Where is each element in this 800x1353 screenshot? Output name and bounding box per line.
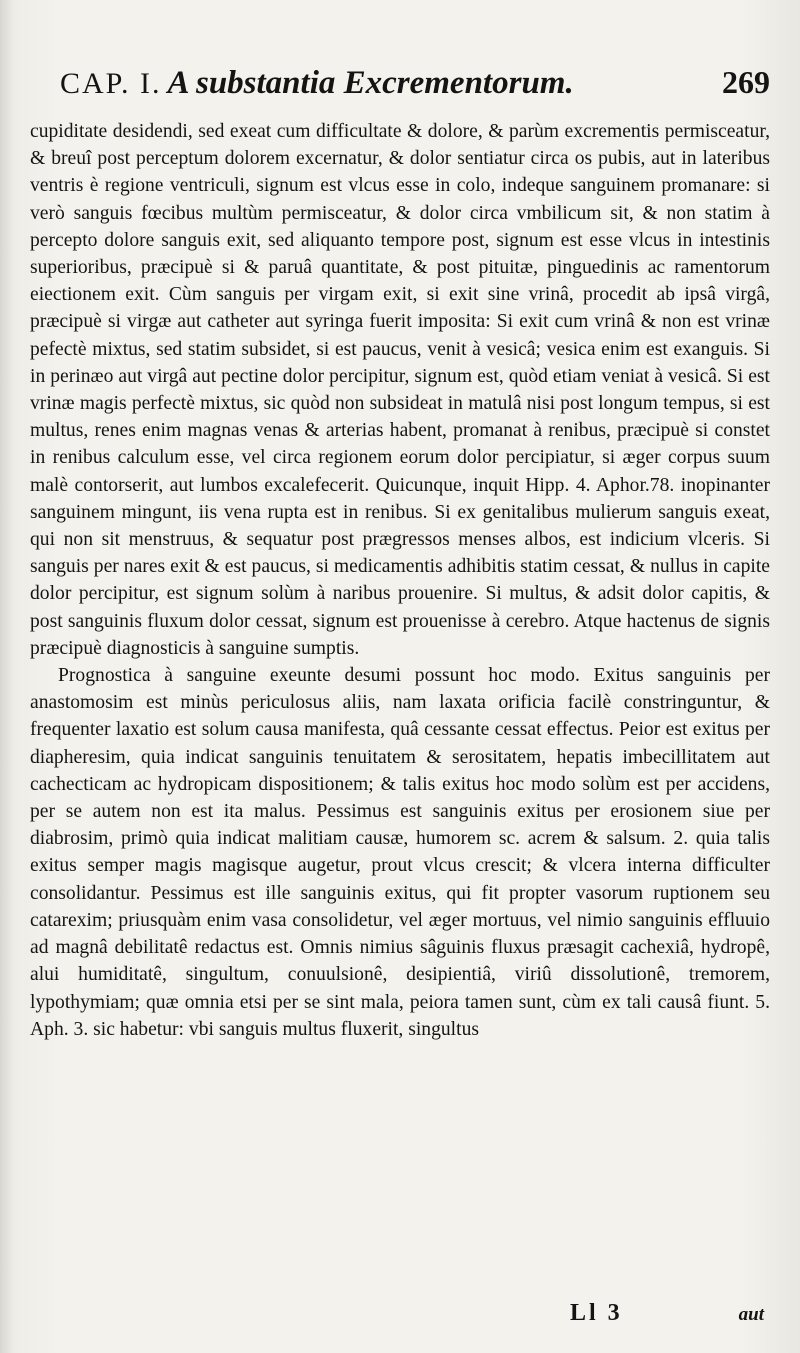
running-title: A substantia Excrementorum. [167,65,574,101]
paragraph-prognostics: Prognostica à sanguine exeunte desumi possunt hoc modo. Exitus sanguinis per anastomosim est minùs periculosus aliis, nam laxata orificia facilè constringuntur, & frequenter laxatio est solum causa manifesta, quâ cessante cessat effectus. Peior est exitus per diapheresim, quia indicat sanguinis tenuitatem & serositatem, hepatis imbecillitatem aut cachecticam ac hydropicam dispositionem; & talis exitus hoc modo solùm est per accidens, per se autem non est ita malus. Pessimus est sanguinis exitus per erosionem siue per diabrosim, primò quia indicat malitiam causæ, humorem sc. acrem & salsum. 2. quia talis exitus semper magis magisque augetur, prout vlcus crescit; & vlcera interna difficulter consolidantur. Pessimus est ille sanguinis exitus, qui fit propter vasorum ruptionem seu catarexim; priusquàm enim vasa consolidetur, vel æger mortuus, vel nimio sanguinis effluuio ad magnâ debilitatê redactus est. Omnis nimius sâguinis fluxus præsagit cachexiâ, hydropê, alui humiditatê, singultum, conuulsionê, desipientiâ, viriû dissolutionê, tremorem, lypothymiam; quæ omnia etsi per se sint mala, peiora tamen sunt, cùm ex tali causâ fiunt. 5. Aph. 3. sic habetur: vbi sanguis multus fluxerit, singultus [30,665,770,1040]
main-text [30,118,770,1043]
page-footer [570,1300,764,1334]
chapter-label: CAP. I. [60,67,162,100]
running-header [60,64,770,114]
signature-mark: Ll 3 [570,1300,623,1326]
page-number: 269 [722,64,770,100]
catchword: aut [738,1304,764,1325]
paragraph-diagnostics: cupiditate desidendi, sed exeat cum difficultate & dolore, & parùm excrementis permisceatur, & breuî post perceptum dolorem excernatur, & dolor sentiatur circa os pubis, aut in lateribus ventris è regione ventriculi, signum est vlcus esse in colo, indeque sanguinem promanare: si verò sanguis fœcibus multùm permisceatur, & dolor circa vmbilicum sit, & non statim à percepto dolore sanguis exit, sed aliquanto tempore post, signum est esse vlcus in intestinis superioribus, præcipuè si & paruâ quantitate, & post pituitæ, pinguedinis ac ramentorum eiectionem exit. Cùm sanguis per virgam exit, si exit sine vrinâ, procedit ab ipsâ virgâ, præcipuè si virgæ aut catheter aut syringa fuerit imposita: Si exit cum vrinâ & non est vrinæ pefectè mixtus, sed statim subsidet, si est paucus, venit à vesicâ; vesica enim est exanguis. Si in perinæo aut virgâ aut pectine dolor percipitur, signum est, quòd etiam veniat à vesicâ. Si est vrinæ magis perfectè mixtus, sic quòd non subsideat in matulâ nisi post longum tempus, si est multus, renes enim magnas venas & arterias habent, promanat à renibus, præcipuè si constet in renibus calculum esse, vel circa regionem eorum dolor percipiatur, si æger corpus suum malè contorserit, aut lumbos excalefecerit. Quicunque, inquit Hipp. 4. Aphor.78. inopinanter sanguinem mingunt, iis vena rupta est in renibus. Si ex genitalibus mulierum sanguis exeat, qui non sit menstruus, & sequatur post prægressos menses albos, est indicium vlceris. Si sanguis per nares exit & est paucus, si medicamentis adhibitis statim cessat, & nullus in capite dolor percipitur, est signum solùm à naribus prouenire. Si multus, & adsit dolor capitis, & post sanguinis fluxum dolor cessat, signum est prouenisse à cerebro. Atque hactenus de signis præcipuè diagnosticis à sanguine sumptis. [30,121,770,659]
